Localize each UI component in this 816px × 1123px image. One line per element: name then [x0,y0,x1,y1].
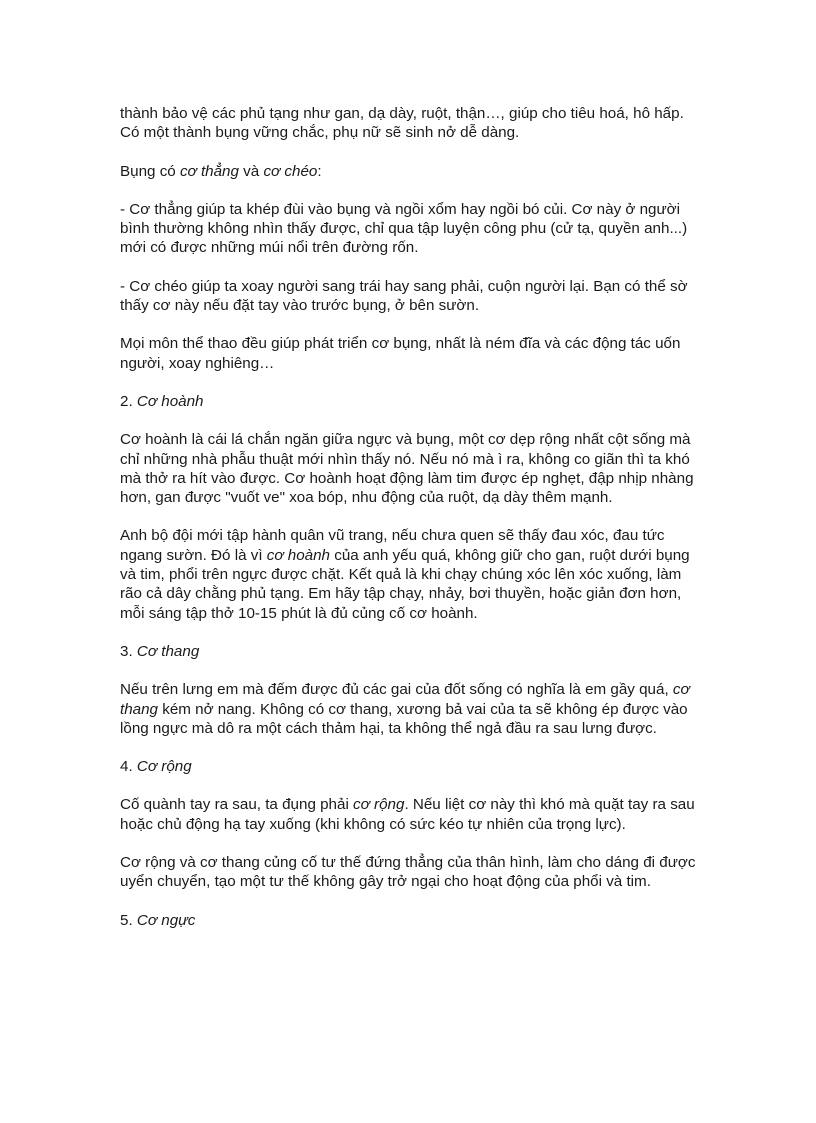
section-number: 4. [120,758,137,776]
section-title: Cơ thang [136,642,200,660]
section-heading-4 [120,757,702,776]
section-number: 2. [120,392,137,410]
section-number: 3. [120,642,137,660]
paragraph-sports: Mọi môn thể thao đều giúp phát triển cơ bụng, nhất là ném đĩa và các động tác uốn người, xoay nghiêng… [120,335,681,372]
paragraph-latissimus [120,795,702,834]
italic-term-co-thang: cơ thang [120,681,690,718]
paragraph-soldier [120,526,702,622]
section-title: Cơ hoành [136,392,204,410]
section-title: Cơ rộng [136,758,192,776]
paragraph-abdominal-muscles-intro [120,162,702,181]
text-run: Bụng có [120,162,180,180]
text-run: và [238,162,264,180]
section-heading-5 [120,911,702,930]
paragraph-trapezius [120,680,702,738]
section-number: 5. [120,911,137,929]
section-title: Cơ ngực [136,911,196,929]
paragraph-rectus-muscle: - Cơ thẳng giúp ta khép đùi vào bụng và ngồi xổm hay ngồi bó củi. Cơ này ở người bình thường không nhìn thấy được, chỉ qua tập luyện công phu (cử tạ, quyền anh...) mới có được những múi nổi trên đường rốn. [120,200,688,257]
italic-term-co-hoanh: cơ hoành [266,546,330,564]
section-heading-3 [120,642,702,661]
text-run: Cố quành tay ra sau, ta đụng phải [120,796,354,814]
section-heading-2 [120,392,702,411]
italic-term-co-rong: cơ rộng [353,796,405,814]
paragraph-diaphragm: Cơ hoành là cái lá chắn ngăn giữa ngực và bụng, một cơ dẹp rộng nhất cột sống mà chỉ những nhà phẫu thuật mới nhìn thấy nó. Nếu nó mà ì ra, không co giãn thì ta khó mà thở ra hít vào được. Cơ hoành hoạt động làm tim được ép nghẹt, đập nhịp nhàng hơn, gan được "vuốt ve" xoa bóp, nhu động của ruột, dạ dày thêm mạnh. [120,431,694,507]
paragraph-posture: Cơ rộng và cơ thang củng cố tư thế đứng thẳng của thân hình, làm cho dáng đi được uyển chuyển, tạo một tư thế không gây trở ngại cho hoạt động của phổi và tim. [120,854,696,891]
paragraph-oblique-muscle: - Cơ chéo giúp ta xoay người sang trái hay sang phải, cuộn người lại. Bạn có thể sờ thấy cơ này nếu đặt tay vào trước bụng, ở bên sườn. [120,277,688,315]
italic-term-co-cheo: cơ chéo [263,162,318,180]
italic-term-co-thang: cơ thẳng [179,162,239,180]
text-run: Nếu trên lưng em mà đếm được đủ các gai của đốt sống có nghĩa là em gầy quá, [120,681,673,699]
paragraph-abdominal-wall: thành bảo vệ các phủ tạng như gan, dạ dày, ruột, thận…, giúp cho tiêu hoá, hô hấp. Có một thành bụng vững chắc, phụ nữ sẽ sinh nở dễ dàng. [120,105,684,142]
text-run: . Nếu liệt cơ này thì khó mà quặt tay ra sau hoặc chủ động hạ tay xuống (khi không có sức kéo tự nhiên của trọng lực). [120,796,695,833]
text-run: Anh bộ đội mới tập hành quân vũ trang, nếu chưa quen sẽ thấy đau xóc, đau tức ngang sườn. Đó là vì [120,527,665,564]
text-run: của anh yếu quá, không giữ cho gan, ruột dưới bụng và tim, phổi trên ngực được chặt. Kết quả là khi chạy chúng xóc lên xóc xuống, làm rão cả dây chằng phủ tạng. Em hãy tập chạy, nhảy, bơi thuyền, hoặc giản đơn hơn, mỗi sáng tập thở 10-15 phút là đủ củng cố cơ hoành. [120,546,690,622]
text-run: kém nở nang. Không có cơ thang, xương bả vai của ta sẽ không ép được vào lồng ngực mà dô ra một cách thảm hại, ta không thể ngả đầu ra sau lưng được. [120,700,688,737]
document-page [120,104,702,949]
text-run: : [317,162,322,180]
